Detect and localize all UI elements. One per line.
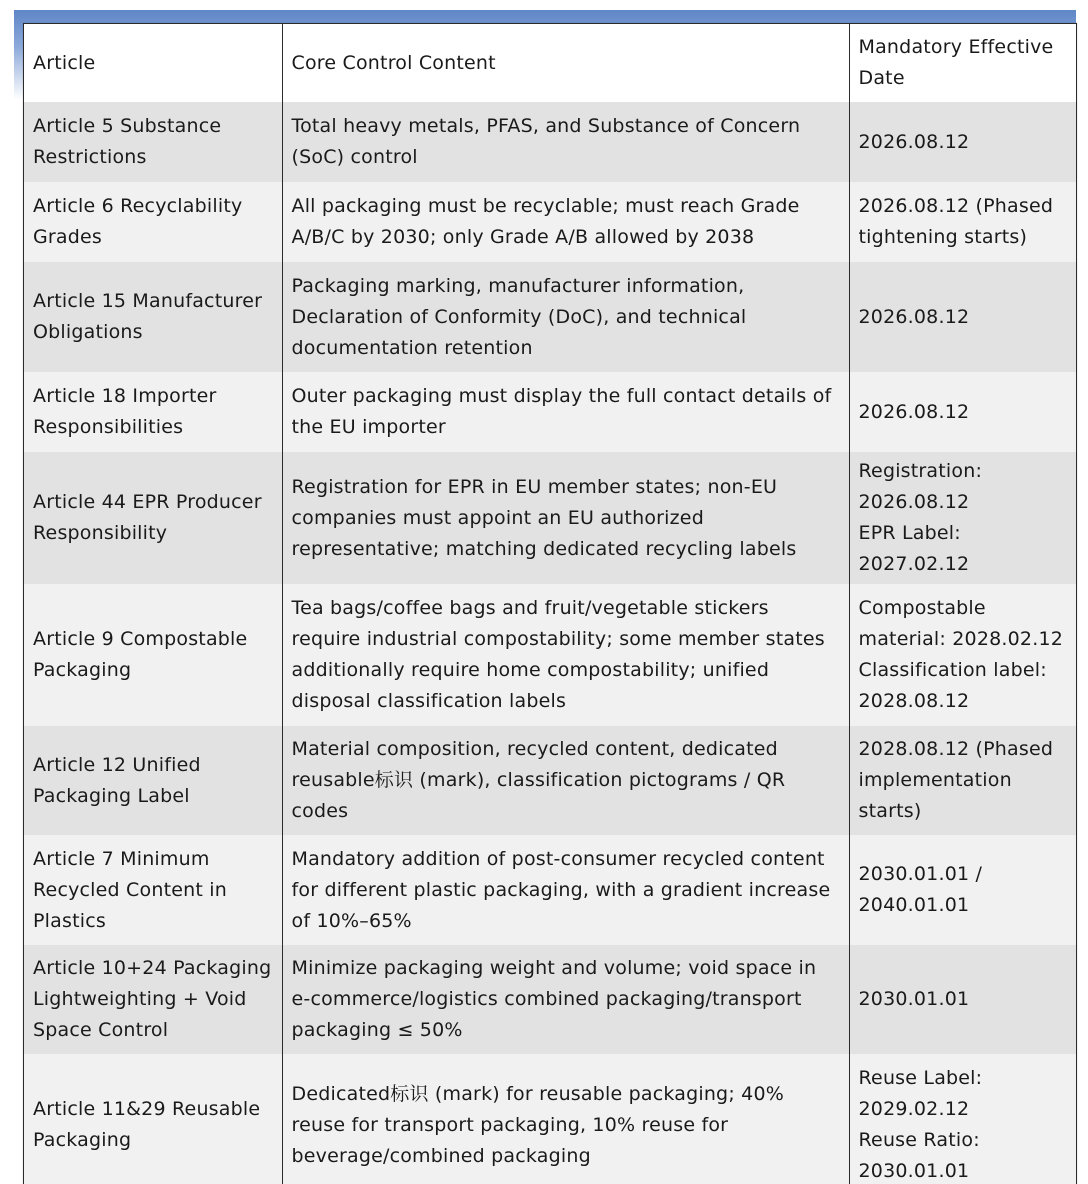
cell-date: 2028.08.12 (Phased implementation starts) [849,726,1076,835]
cell-date: 2026.08.12 [849,262,1076,372]
cell-content: Packaging marking, manufacturer information, Declaration of Conformity (DoC), and technical documentation retention [282,262,849,372]
table-row [24,452,1076,584]
table-row [24,182,1076,262]
regulation-table [24,24,1076,1184]
column-header-effective-date: Mandatory Effective Date [849,24,1076,102]
cell-content: Dedicated标识 (mark) for reusable packaging; 40% reuse for transport packaging, 10% reuse for beverage/combined packaging [282,1054,849,1184]
cell-date: 2030.01.01 / 2040.01.01 [849,835,1076,945]
cell-date: 2026.08.12 [849,102,1076,182]
table-row [24,102,1076,182]
cell-content: Mandatory addition of post-consumer recycled content for different plastic packaging, with a gradient increase of 10%–65% [282,835,849,945]
table-header-row [24,24,1076,102]
cell-article: Article 11&29 Reusable Packaging [33,1098,261,1151]
cell-article: Article 44 EPR Producer Responsibility [33,491,262,544]
cell-article: Article 12 Unified Packaging Label [33,753,201,807]
regulation-table-frame [23,23,1077,1184]
cell-content: All packaging must be recyclable; must reach Grade A/B/C by 2030; only Grade A/B allowed by 2038 [282,182,849,262]
cell-article: Article 10+24 Packaging Lightweighting + Void Space Control [33,957,272,1041]
column-header-article: Article [33,51,96,74]
cell-date: Compostable material: 2028.02.12 Classification label: 2028.08.12 [849,584,1076,726]
table-row [24,726,1076,835]
table-row [24,945,1076,1054]
cell-content: Tea bags/coffee bags and fruit/vegetable stickers require industrial compostability; some member states additionally require home compostability; unified disposal classification labels [282,584,849,726]
cell-date: 2026.08.12 [849,372,1076,452]
table-row [24,835,1076,945]
table-row [24,584,1076,726]
cell-content: Outer packaging must display the full contact details of the EU importer [282,372,849,452]
cell-article: Article 6 Recyclability Grades [33,195,243,248]
cell-date: 2030.01.01 [849,945,1076,1054]
cell-content: Minimize packaging weight and volume; void space in e-commerce/logistics combined packaging/transport packaging ≤ 50% [282,945,849,1054]
table-row [24,372,1076,452]
cell-article: Article 18 Importer Responsibilities [33,385,217,438]
column-header-core-content: Core Control Content [282,24,849,102]
cell-content: Registration for EPR in EU member states; non-EU companies must appoint an EU authorized representative; matching dedicated recycling labels [282,452,849,584]
cell-article: Article 7 Minimum Recycled Content in Plastics [33,847,227,932]
cell-article: Article 5 Substance Restrictions [33,115,222,168]
cell-article: Article 9 Compostable Packaging [33,628,248,681]
table-row [24,1054,1076,1184]
cell-date: 2026.08.12 (Phased tightening starts) [849,182,1076,262]
cell-article: Article 15 Manufacturer Obligations [33,290,263,343]
table-row [24,262,1076,372]
cell-date: Reuse Label: 2029.02.12 Reuse Ratio: 2030.01.01 [849,1054,1076,1184]
cell-content: Material composition, recycled content, dedicated reusable标识 (mark), classification pictograms / QR codes [282,726,849,835]
cell-date: Registration: 2026.08.12 EPR Label: 2027.02.12 [849,452,1076,584]
cell-content: Total heavy metals, PFAS, and Substance of Concern (SoC) control [282,102,849,182]
